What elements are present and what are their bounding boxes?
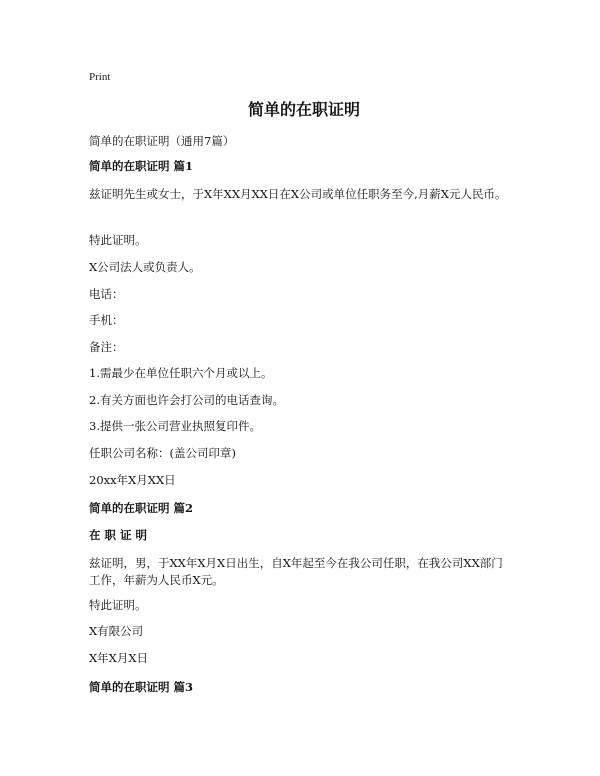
section1-heading: 简单的在职证明 篇1 bbox=[89, 159, 194, 173]
section2-heading: 简单的在职证明 篇2 bbox=[89, 501, 194, 515]
section1-date: 20xx年X月XX日 bbox=[89, 473, 176, 487]
section1-notes: 备注： bbox=[89, 340, 124, 354]
section2-date: X年X月X日 bbox=[89, 651, 149, 665]
section1-cert: 特此证明。 bbox=[89, 233, 147, 247]
section1-mobile: 手机： bbox=[89, 313, 124, 327]
page-title: 简单的在职证明 bbox=[247, 100, 360, 119]
section1-note2: 2.有关方面也许会打公司的电话查询。 bbox=[89, 393, 284, 407]
section2-cert: 特此证明。 bbox=[89, 598, 147, 612]
section1-phone: 电话： bbox=[89, 287, 124, 301]
section2-body: 兹证明，男，于XX年X月X日出生，自X年起至今在我公司任职，在我公司XX部门工作，年薪为人民币X元。 bbox=[89, 556, 503, 587]
section1-legal: X公司法人或负责人。 bbox=[89, 260, 201, 274]
section2-subheading: 在 职 证 明 bbox=[89, 528, 148, 542]
section1-note3: 3.提供一张公司营业执照复印件。 bbox=[89, 419, 261, 433]
section3-heading: 简单的在职证明 篇3 bbox=[89, 680, 194, 694]
section1-company: 任职公司名称：(盖公司印章) bbox=[89, 446, 236, 460]
document-subtitle: 简单的在职证明（通用7篇） bbox=[89, 134, 235, 148]
print-link[interactable]: Print bbox=[89, 71, 111, 83]
section1-body: 兹证明先生或女士，于X年XX月XX日在X公司或单位任职务至今,月薪X元人民币。 bbox=[89, 187, 507, 201]
section1-note1: 1.需最少在单位任职六个月或以上。 bbox=[89, 366, 273, 380]
section2-company: X有限公司 bbox=[89, 624, 144, 638]
